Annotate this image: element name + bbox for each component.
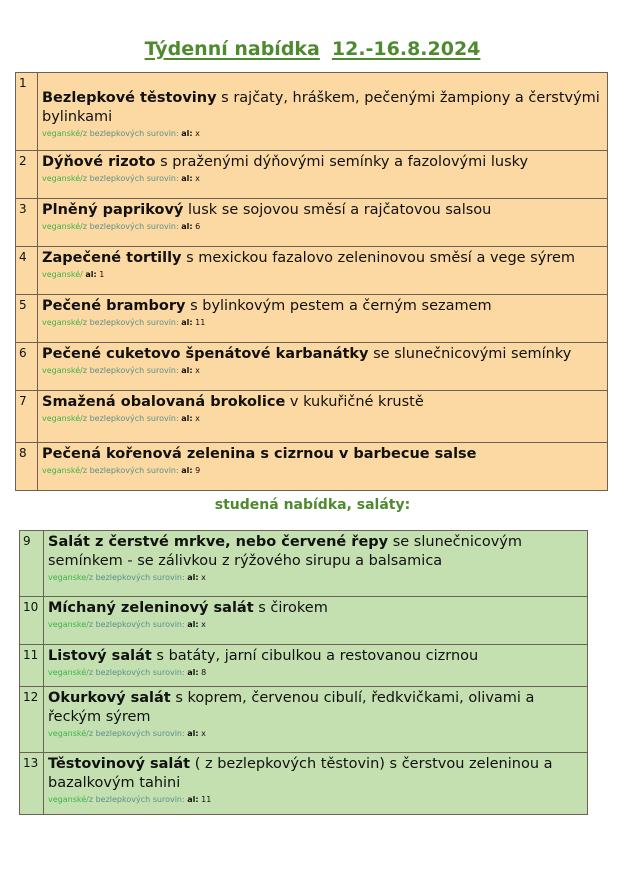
item-number: 1 [16, 73, 38, 151]
item-cell [38, 73, 608, 151]
allergen-value: 9 [195, 466, 201, 475]
item-number: 2 [16, 151, 38, 199]
dish-description [42, 345, 603, 364]
vegan-tag: veganské/ [42, 270, 83, 279]
dish-name: Pečené cuketovo špenátové karbanátky [42, 346, 369, 362]
dish-tags [42, 465, 603, 476]
dish-tags [42, 221, 603, 232]
dish-details: ( z bezlepkových těstovin) s čerstvou zeleninou a bazalkovým tahini [48, 756, 553, 791]
dish-name: Listový salát [48, 648, 152, 664]
item-number: 5 [16, 295, 38, 343]
hot-menu-table [15, 72, 608, 491]
dish-tags [48, 728, 583, 739]
allergen-label: al: [181, 414, 193, 423]
item-cell [38, 247, 608, 295]
dish-tags [42, 173, 603, 184]
allergen-label: al: [181, 129, 193, 138]
item-cell [44, 531, 588, 597]
dish-name: Dýňové rizoto [42, 154, 156, 170]
allergen-value: x [195, 174, 200, 183]
gluten-free-tag: z bezlepkových surovin: [82, 466, 179, 475]
dish-description [42, 445, 603, 464]
dish-details: s praženými dýňovými semínky a fazolovými lusky [155, 154, 529, 170]
cold-menu-table [19, 530, 588, 815]
allergen-label: al: [181, 222, 193, 231]
dish-tags [42, 317, 603, 328]
dish-description [48, 689, 583, 727]
dish-details: s rajčaty, hráškem, pečenými žampiony a čerstvými bylinkami [42, 90, 600, 125]
dish-tags [48, 572, 583, 583]
gluten-free-tag: z bezlepkových surovin: [82, 174, 179, 183]
item-cell [38, 151, 608, 199]
vegan-tag: veganské/ [42, 318, 83, 327]
vegan-tag: veganske/ [48, 620, 89, 629]
dish-description [48, 755, 583, 793]
gluten-free-tag: z bezlepkových surovin: [88, 668, 185, 677]
item-cell [38, 391, 608, 443]
gluten-free-tag: z bezlepkových surovin: [82, 318, 179, 327]
menu-row [16, 247, 608, 295]
dish-tags [42, 128, 603, 139]
item-number: 8 [16, 443, 38, 491]
vegan-tag: veganské/ [48, 668, 89, 677]
allergen-label: al: [187, 620, 199, 629]
dish-details: se slunečnicovým semínkem - se zálivkou z rýžového sirupu a balsamica [48, 534, 523, 569]
menu-row [16, 151, 608, 199]
vegan-tag: veganské/ [48, 795, 89, 804]
dish-description [42, 249, 603, 268]
item-cell [44, 597, 588, 645]
item-number: 10 [20, 597, 44, 645]
allergen-value: x [195, 366, 200, 375]
allergen-value: x [201, 573, 206, 582]
dish-name: Salát z čerstvé mrkve, nebo červené řepy [48, 534, 389, 550]
allergen-label: al: [85, 270, 97, 279]
menu-row [20, 753, 588, 815]
item-cell [44, 645, 588, 687]
item-number: 11 [20, 645, 44, 687]
menu-row [16, 295, 608, 343]
allergen-value: 11 [201, 795, 212, 804]
gluten-free-tag: z bezlepkových surovin: [82, 129, 179, 138]
item-cell [38, 199, 608, 247]
dish-description [42, 89, 603, 127]
title-dates: 12.-16.8.2024 [331, 38, 481, 60]
vegan-tag: veganské/ [42, 466, 83, 475]
dish-tags [48, 794, 583, 805]
allergen-value: x [201, 729, 206, 738]
menu-row [20, 687, 588, 753]
dish-description [48, 647, 583, 666]
menu-row [20, 597, 588, 645]
cold-menu-heading: studená nabídka, saláty: [214, 497, 411, 513]
dish-name: Zapečené tortilly [42, 250, 182, 266]
item-number: 4 [16, 247, 38, 295]
menu-row [16, 199, 608, 247]
vegan-tag: veganské/ [42, 129, 83, 138]
dish-tags [48, 619, 583, 630]
dish-details: lusk se sojovou směsí a rajčatovou salsou [183, 202, 492, 218]
dish-description [42, 153, 603, 172]
allergen-label: al: [181, 366, 193, 375]
gluten-free-tag: z bezlepkových surovin: [82, 366, 179, 375]
allergen-label: al: [181, 318, 193, 327]
gluten-free-tag: z bezlepkových surovin: [88, 729, 185, 738]
dish-details: s čirokem [253, 600, 328, 616]
item-cell [38, 443, 608, 491]
menu-row [16, 73, 608, 151]
item-cell [38, 295, 608, 343]
menu-row [20, 531, 588, 597]
title-text: Týdenní nabídka [144, 38, 320, 60]
item-cell [44, 753, 588, 815]
menu-row [16, 443, 608, 491]
allergen-value: 1 [99, 270, 105, 279]
allergen-value: x [195, 414, 200, 423]
dish-details: s bylinkovým pestem a černým sezamem [185, 298, 492, 314]
dish-name: Míchaný zeleninový salát [48, 600, 254, 616]
allergen-value: 6 [195, 222, 201, 231]
allergen-value: x [195, 129, 200, 138]
item-number: 7 [16, 391, 38, 443]
dish-details: s koprem, červenou cibulí, ředkvičkami, olivami a řeckým sýrem [48, 690, 535, 725]
dish-description [42, 201, 603, 220]
dish-details: s batáty, jarní cibulkou a restovanou cizrnou [151, 648, 479, 664]
dish-tags [42, 269, 603, 280]
dish-name: Okurkový salát [48, 690, 171, 706]
allergen-label: al: [187, 573, 199, 582]
dish-name: Pečená kořenová zelenina s cizrnou v barbecue salse [42, 446, 477, 462]
dish-name: Pečené brambory [42, 298, 186, 314]
dish-tags [48, 667, 583, 678]
item-cell [44, 687, 588, 753]
menu-row [16, 343, 608, 391]
vegan-tag: veganské/ [42, 222, 83, 231]
vegan-tag: veganske/ [48, 573, 89, 582]
item-number: 12 [20, 687, 44, 753]
dish-name: Bezlepkové těstoviny [42, 90, 217, 106]
allergen-value: 8 [201, 668, 207, 677]
dish-description [48, 533, 583, 571]
gluten-free-tag: z bezlepkových surovin: [88, 795, 185, 804]
page-title [0, 38, 625, 60]
dish-description [48, 599, 583, 618]
item-number: 9 [20, 531, 44, 597]
item-number: 13 [20, 753, 44, 815]
allergen-value: x [201, 620, 206, 629]
vegan-tag: veganské/ [48, 729, 89, 738]
item-number: 3 [16, 199, 38, 247]
dish-name: Plněný paprikový [42, 202, 184, 218]
allergen-value: 11 [195, 318, 206, 327]
dish-details: s mexickou fazalovo zeleninovou směsí a vege sýrem [181, 250, 576, 266]
dish-tags [42, 365, 603, 376]
gluten-free-tag: z bezlepkových surovin: [88, 573, 185, 582]
menu-row [20, 645, 588, 687]
allergen-label: al: [187, 729, 199, 738]
dish-name: Smažená obalovaná brokolice [42, 394, 286, 410]
dish-name: Těstovinový salát [48, 756, 191, 772]
gluten-free-tag: z bezlepkových surovin: [82, 414, 179, 423]
vegan-tag: veganské/ [42, 414, 83, 423]
vegan-tag: veganské/ [42, 174, 83, 183]
dish-description [42, 393, 603, 412]
dish-details: se slunečnicovými semínky [368, 346, 572, 362]
gluten-free-tag: z bezlepkových surovin: [88, 620, 185, 629]
allergen-label: al: [187, 668, 199, 677]
allergen-label: al: [181, 466, 193, 475]
menu-row [16, 391, 608, 443]
allergen-label: al: [187, 795, 199, 804]
gluten-free-tag: z bezlepkových surovin: [82, 222, 179, 231]
dish-details: v kukuřičné krustě [285, 394, 424, 410]
item-number: 6 [16, 343, 38, 391]
dish-description [42, 297, 603, 316]
item-cell [38, 343, 608, 391]
dish-tags [42, 413, 603, 424]
allergen-label: al: [181, 174, 193, 183]
vegan-tag: veganské/ [42, 366, 83, 375]
